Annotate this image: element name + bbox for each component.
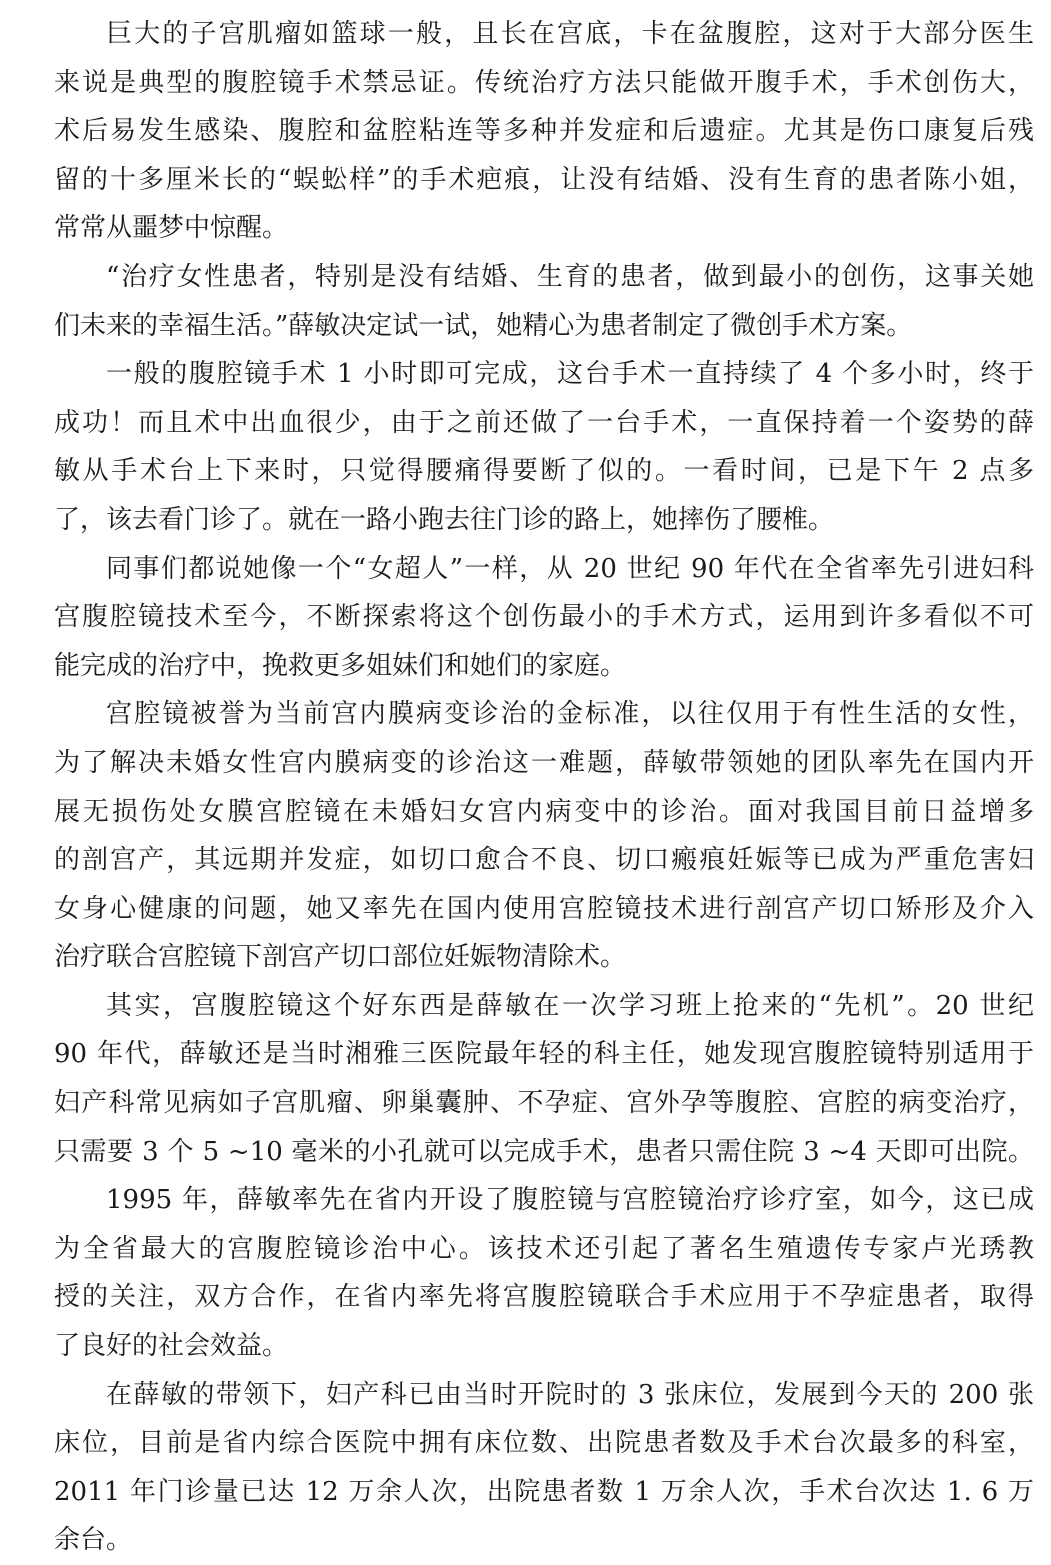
- text-line: 1995 年，薛敏率先在省内开设了腹腔镜与宫腔镜治疗诊疗室，如今，这已成: [106, 1185, 1034, 1216]
- text-line: 敏从手术台上下来时，只觉得腰痛得要断了似的。一看时间，已是下午 2 点多: [54, 456, 1034, 487]
- text-line: 为全省最大的宫腹腔镜诊治中心。该技术还引起了著名生殖遗传专家卢光琇教: [54, 1233, 1034, 1264]
- text-line: 的剖宫产，其远期并发症，如切口愈合不良、切口瘢痕妊娠等已成为严重危害妇: [54, 845, 1034, 876]
- document-page: [54, 10, 1034, 1565]
- text-line: 女身心健康的问题，她又率先在国内使用宫腔镜技术进行剖宫产切口矫形及介入: [54, 893, 1034, 924]
- text-line: 一般的腹腔镜手术 1 小时即可完成，这台手术一直持续了 4 个多小时，终于: [106, 359, 1034, 390]
- paragraph: [54, 1371, 1034, 1565]
- paragraph: [54, 690, 1034, 982]
- text-line: 能完成的治疗中，挽救更多姐妹们和她们的家庭。: [54, 650, 627, 681]
- text-line: 留的十多厘米长的“蜈蚣样”的手术疤痕，让没有结婚、没有生育的患者陈小姐，: [54, 164, 1034, 195]
- text-line: 了，该去看门诊了。就在一路小跑去往门诊的路上，她摔伤了腰椎。: [54, 504, 835, 535]
- text-line: “治疗女性患者，特别是没有结婚、生育的患者，做到最小的创伤，这事关她: [106, 261, 1034, 292]
- text-line: 为了解决未婚女性宫内膜病变的诊治这一难题，薛敏带领她的团队率先在国内开: [54, 747, 1034, 778]
- text-line: 常常从噩梦中惊醒。: [54, 213, 289, 244]
- paragraph: [54, 10, 1034, 253]
- text-line: 授的关注，双方合作，在省内率先将宫腹腔镜联合手术应用于不孕症患者，取得: [54, 1282, 1034, 1313]
- paragraph: [54, 1176, 1034, 1370]
- text-line: 妇产科常见病如子宫肌瘤、卵巢囊肿、不孕症、宫外孕等腹腔、宫腔的病变治疗，: [54, 1088, 1034, 1119]
- paragraph: [54, 982, 1034, 1176]
- paragraph: [54, 545, 1034, 691]
- text-line: 们未来的幸福生活。”薛敏决定试一试，她精心为患者制定了微创手术方案。: [54, 310, 913, 341]
- text-line: 了良好的社会效益。: [54, 1331, 289, 1362]
- text-line: 在薛敏的带领下，妇产科已由当时开院时的 3 张床位，发展到今天的 200 张: [106, 1379, 1034, 1410]
- text-line: 宫腹腔镜技术至今，不断探索将这个创伤最小的手术方式，运用到许多看似不可: [54, 602, 1034, 633]
- text-line: 成功！而且术中出血很少，由于之前还做了一台手术，一直保持着一个姿势的薛: [54, 407, 1034, 438]
- text-line: 宫腔镜被誉为当前宫内膜病变诊治的金标准，以往仅用于有性生活的女性，: [106, 699, 1034, 730]
- text-line: 90 年代，薛敏还是当时湘雅三医院最年轻的科主任，她发现宫腹腔镜特别适用于: [54, 1039, 1034, 1070]
- text-line: 其实，宫腹腔镜这个好东西是薛敏在一次学习班上抢来的“先机”。20 世纪: [106, 990, 1034, 1021]
- text-line: 治疗联合宫腔镜下剖宫产切口部位妊娠物清除术。: [54, 942, 627, 973]
- paragraph: [54, 350, 1034, 544]
- text-line: 来说是典型的腹腔镜手术禁忌证。传统治疗方法只能做开腹手术，手术创伤大，: [54, 67, 1034, 98]
- text-line: 术后易发生感染、腹腔和盆腔粘连等多种并发症和后遗症。尤其是伤口康复后残: [54, 116, 1034, 147]
- text-line: 展无损伤处女膜宫腔镜在未婚妇女宫内病变中的诊治。面对我国目前日益增多: [54, 796, 1034, 827]
- text-line: 床位，目前是省内综合医院中拥有床位数、出院患者数及手术台次最多的科室，: [54, 1428, 1034, 1459]
- text-line: 巨大的子宫肌瘤如篮球一般，且长在宫底，卡在盆腹腔，这对于大部分医生: [106, 19, 1034, 49]
- text-line: 只需要 3 个 5 ~10 毫米的小孔就可以完成手术，患者只需住院 3 ~4 天即可出院。: [54, 1136, 1034, 1167]
- text-line: 余台。: [54, 1525, 133, 1556]
- text-line: 同事们都说她像一个“女超人”一样，从 20 世纪 90 年代在全省率先引进妇科: [106, 553, 1034, 584]
- text-line: 2011 年门诊量已达 12 万余人次，出院患者数 1 万余人次，手术台次达 1. 6 万: [54, 1476, 1034, 1507]
- paragraph: [54, 253, 1034, 350]
